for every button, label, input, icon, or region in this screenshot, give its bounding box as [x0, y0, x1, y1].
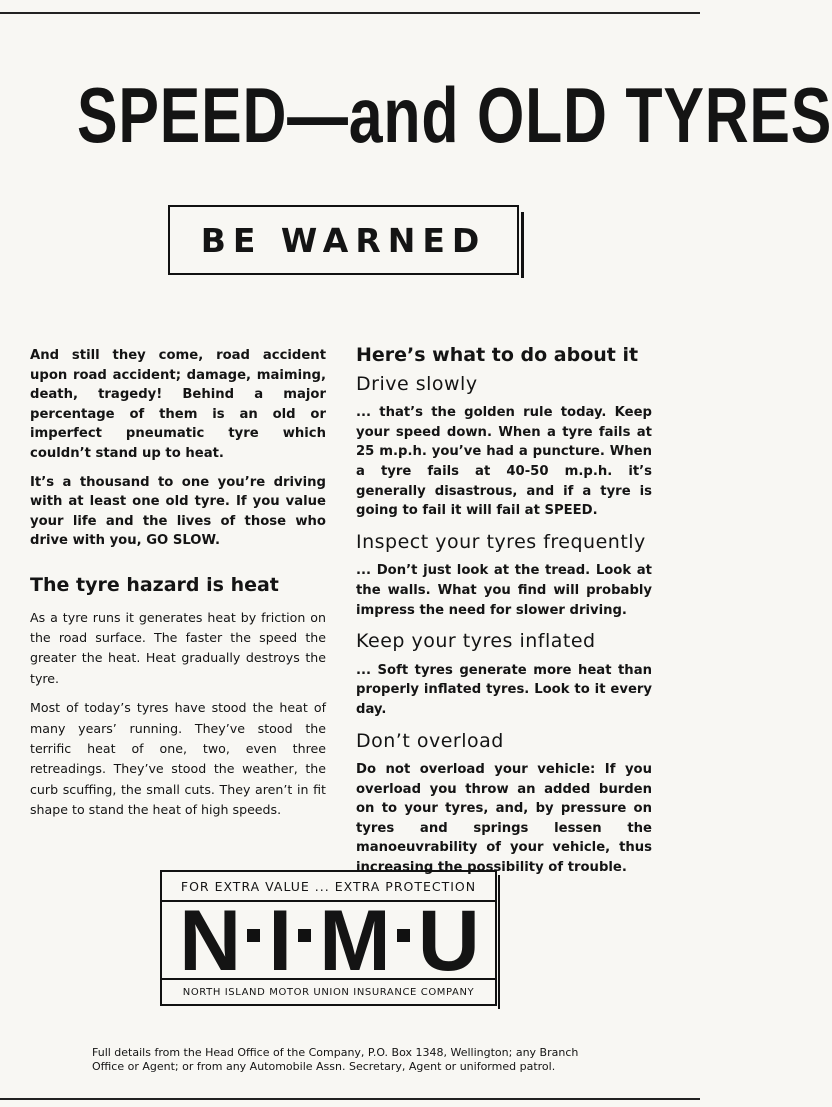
- logo-separator: [397, 929, 410, 942]
- go-slow-paragraph: It’s a thousand to one you’re driving with at least one old tyre. If you value your life and the lives of those who drive with you, GO SLOW.: [30, 474, 326, 549]
- warning-box: [168, 205, 519, 275]
- logo-letter-n: N: [179, 893, 240, 989]
- logo-letter-m: M: [319, 893, 389, 989]
- advice-heading: Here’s what to do about it: [356, 344, 639, 366]
- inflated-tyres-title: Keep your tyres inflated: [356, 630, 596, 653]
- inspect-tyres-title: Inspect your tyres frequently: [356, 530, 646, 553]
- inflated-tyres-text: ... Soft tyres generate more heat than properly inflated tyres. Look to it every day.: [356, 662, 652, 717]
- heat-heading: The tyre hazard is heat: [30, 574, 279, 596]
- heat-paragraph-2: Most of today’s tyres have stood the heat of many years’ running. They’ve stood the terrific heat of one, two, even three retreadings. They’ve stood the weather, the curb scuffing, the small cuts. They aren’t in fit shape to stand the heat of high speeds.: [30, 700, 326, 818]
- intro-paragraph: And still they come, road accident upon road accident; damage, maiming, death, tragedy! Behind a major percentage of them is an old or imperfect pneumatic tyre which couldn’t stand up to heat.: [30, 348, 326, 461]
- logo-separator: [247, 929, 260, 942]
- logo-separator: [298, 929, 311, 942]
- drive-slowly-title: Drive slowly: [356, 372, 478, 395]
- drive-slowly-text: ... that’s the golden rule today. Keep your speed down. When a tyre fails at 25 m.p.h. you’ve had a puncture. When a tyre fails at 40-50 m.p.h. it’s generally disastrous, and if a tyre is going to fail it will fail at SPEED.: [356, 405, 652, 519]
- right-column: [356, 346, 652, 887]
- logo-letter-u: U: [417, 893, 478, 989]
- headline: SPEED—and OLD TYRES: [77, 71, 832, 159]
- logo-letter-i: I: [268, 893, 291, 989]
- footer-note: Full details from the Head Office of the Company, P.O. Box 1348, Wellington; any Branch Office or Agent; or from any Automobile Assn. Secretary, Agent or uniformed patrol.: [92, 1046, 579, 1073]
- warning-text: BE WARNED: [200, 220, 487, 260]
- top-rule: [0, 12, 700, 14]
- warning-box-shadow: [521, 212, 524, 278]
- advert-box-shadow: [498, 875, 500, 1009]
- nimu-advert-box: [160, 870, 497, 1006]
- heat-paragraph-1: As a tyre runs it generates heat by friction on the road surface. The faster the speed the greater the heat. Heat gradually destroys the tyre.: [30, 609, 326, 686]
- bottom-rule: [0, 1098, 700, 1100]
- brand-tagline: FOR EXTRA VALUE ... EXTRA PROTECTION: [162, 872, 495, 902]
- left-column: [30, 346, 326, 560]
- overload-title: Don’t overload: [356, 729, 504, 752]
- overload-text: Do not overload your vehicle: If you overload you throw an added burden on to your tyres, and, by pressure on tyres and springs lessen the manoeuvrability of your vehicle, thus increasing the possibility of trouble.: [356, 762, 652, 876]
- company-name: NORTH ISLAND MOTOR UNION INSURANCE COMPANY: [162, 978, 495, 1004]
- nimu-logo: [162, 893, 495, 989]
- heat-section: [30, 576, 326, 830]
- inspect-tyres-text: ... Don’t just look at the tread. Look at the walls. What you find will probably impress the need for slower driving.: [356, 563, 652, 618]
